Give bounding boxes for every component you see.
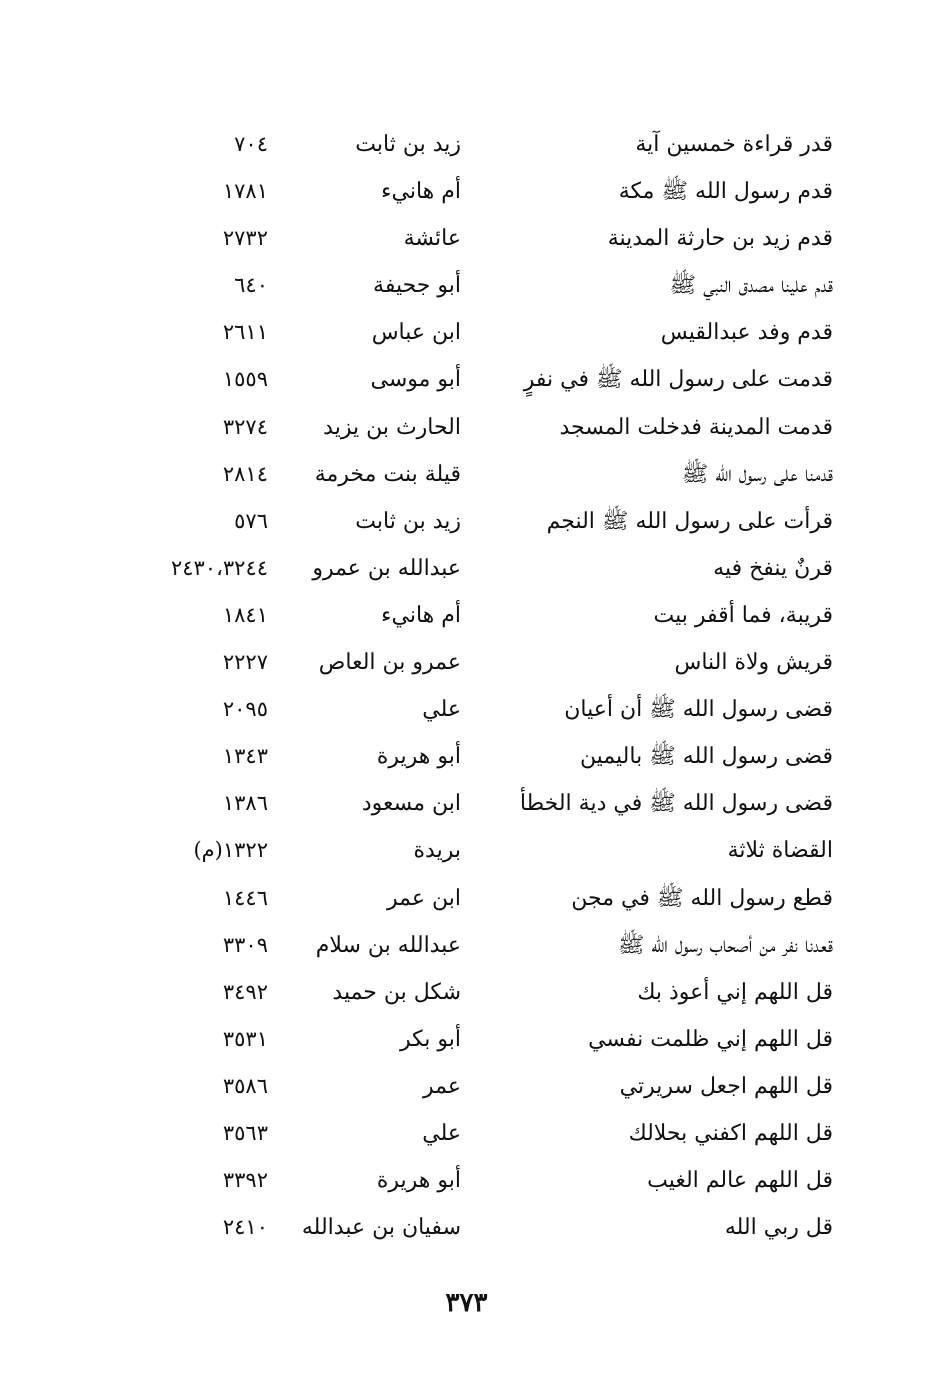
hadith-opening-phrase: قدمت المدينة فدخلت المسجد (559, 414, 833, 440)
hadith-number: ٣٣٠٩ (222, 932, 268, 957)
hadith-opening-phrase: قدمنا على رسول الله ﷺ (681, 461, 833, 487)
hadith-number: ٢٤١٠ (222, 1215, 268, 1240)
index-row (0, 1063, 933, 1110)
hadith-number: ٢٦١١ (222, 320, 268, 345)
narrator-name: زيد بن ثابت (355, 508, 461, 534)
narrator-name: قيلة بنت مخرمة (314, 461, 461, 487)
hadith-number: ٣٥٦٣ (222, 1120, 268, 1145)
index-row (0, 922, 933, 969)
narrator-name: عبدالله بن عمرو (312, 555, 461, 581)
narrator-name: علي (422, 697, 461, 723)
hadith-opening-phrase: قل اللهم إني أعوذ بك (637, 979, 833, 1005)
hadith-opening-phrase: القضاة ثلاثة (727, 838, 833, 864)
index-row (0, 1204, 933, 1251)
hadith-number: ٥٧٦ (234, 508, 268, 533)
narrator-name: ابن مسعود (361, 791, 461, 817)
hadith-number: ٦٤٠ (234, 273, 268, 298)
hadith-opening-phrase: قل ربي الله (724, 1215, 833, 1241)
hadith-number: ١٨٤١ (222, 602, 268, 627)
index-row (0, 168, 933, 215)
hadith-number: ١٧٨١ (222, 179, 268, 204)
index-row (0, 969, 933, 1016)
index-row (0, 262, 933, 309)
hadith-index-table (0, 121, 933, 1251)
narrator-name: أبو جحيفة (373, 273, 461, 299)
hadith-number: ١٣٢٢(م) (193, 838, 268, 863)
index-row (0, 592, 933, 639)
hadith-number: ٢٢٢٧ (222, 650, 268, 675)
hadith-opening-phrase: قضى رسول الله ﷺ أن أعيان (564, 697, 833, 723)
narrator-name: الحارث بن يزيد (323, 414, 461, 440)
hadith-opening-phrase: قدم وفد عبدالقيس (660, 320, 833, 346)
hadith-opening-phrase: قدم رسول الله ﷺ مكة (618, 179, 833, 205)
narrator-name: بريدة (413, 838, 461, 864)
hadith-opening-phrase: قدم زيد بن حارثة المدينة (607, 226, 833, 252)
narrator-name: علي (422, 1120, 461, 1146)
narrator-name: أم هانيء (381, 179, 461, 205)
hadith-number: ٢٧٣٢ (222, 226, 268, 251)
index-row (0, 215, 933, 262)
index-row (0, 1157, 933, 1204)
narrator-name: عمر (423, 1073, 461, 1099)
hadith-number: ١٣٤٣ (222, 744, 268, 769)
hadith-opening-phrase: قل اللهم اكفني بحلالك (628, 1120, 833, 1146)
hadith-opening-phrase: قطع رسول الله ﷺ في مجن (571, 885, 833, 911)
hadith-number: ٣٢٧٤ (222, 414, 268, 439)
hadith-opening-phrase: قريبة، فما أقفر بيت (653, 602, 833, 628)
index-row (0, 639, 933, 686)
narrator-name: عائشة (403, 226, 461, 252)
hadith-number: ٣٤٩٢ (222, 979, 268, 1004)
hadith-opening-phrase: قدر قراءة خمسين آية (635, 132, 833, 157)
hadith-number: ٧٠٤ (234, 132, 268, 156)
index-row (0, 498, 933, 545)
hadith-opening-phrase: قرنٌ ينفخ فيه (713, 555, 833, 581)
narrator-name: أبو بكر (399, 1026, 461, 1052)
hadith-opening-phrase: قضى رسول الله ﷺ باليمين (579, 744, 833, 770)
index-row (0, 545, 933, 592)
narrator-name: ابن عباس (371, 320, 461, 346)
hadith-opening-phrase: قعدنا نفر من أصحاب رسول الله ﷺ (617, 932, 833, 958)
hadith-number: ٣٥٨٦ (222, 1073, 268, 1098)
index-row (0, 356, 933, 403)
hadith-opening-phrase: قل اللهم اجعل سريرتي (619, 1073, 833, 1099)
hadith-number: ٢٨١٤ (222, 461, 268, 486)
hadith-number: ١٥٥٩ (222, 367, 268, 392)
hadith-number: ٢٠٩٥ (222, 697, 268, 722)
index-row (0, 404, 933, 451)
narrator-name: شكل بن حميد (332, 979, 461, 1005)
index-row (0, 1016, 933, 1063)
index-row (0, 1110, 933, 1157)
narrator-name: زيد بن ثابت (355, 132, 461, 157)
index-row (0, 827, 933, 874)
hadith-number: ١٣٨٦ (222, 791, 268, 816)
narrator-name: أبو هريرة (376, 1168, 461, 1194)
hadith-opening-phrase: قدم علينا مصدق النبي ﷺ (669, 273, 833, 299)
hadith-number: ٣٣٩٢ (222, 1168, 268, 1193)
hadith-number: ١٤٤٦ (222, 885, 268, 910)
narrator-name: ابن عمر (387, 885, 461, 911)
hadith-number: ٣٥٣١ (222, 1026, 268, 1051)
hadith-opening-phrase: قرأت على رسول الله ﷺ النجم (546, 508, 833, 534)
narrator-name: أم هانيء (381, 602, 461, 628)
index-row (0, 780, 933, 827)
narrator-name: أبو هريرة (376, 744, 461, 770)
narrator-name: سفيان بن عبدالله (301, 1215, 461, 1241)
index-row (0, 451, 933, 498)
narrator-name: أبو موسى (370, 367, 461, 393)
index-row (0, 875, 933, 922)
page-number: ٣٧٣ (445, 1288, 488, 1318)
index-row (0, 733, 933, 780)
narrator-name: عمرو بن العاص (318, 650, 461, 676)
index-row (0, 686, 933, 733)
hadith-opening-phrase: قريش ولاة الناس (674, 650, 833, 676)
hadith-opening-phrase: قضى رسول الله ﷺ في دية الخطأ (519, 791, 833, 817)
hadith-number: ٢٤٣٠،٣٢٤٤ (170, 555, 268, 580)
hadith-opening-phrase: قدمت على رسول الله ﷺ في نفرٍ (523, 367, 833, 393)
hadith-opening-phrase: قل اللهم إني ظلمت نفسي (588, 1026, 833, 1052)
hadith-opening-phrase: قل اللهم عالم الغيب (647, 1168, 833, 1194)
index-row (0, 121, 933, 168)
index-row (0, 309, 933, 356)
narrator-name: عبدالله بن سلام (315, 932, 461, 958)
